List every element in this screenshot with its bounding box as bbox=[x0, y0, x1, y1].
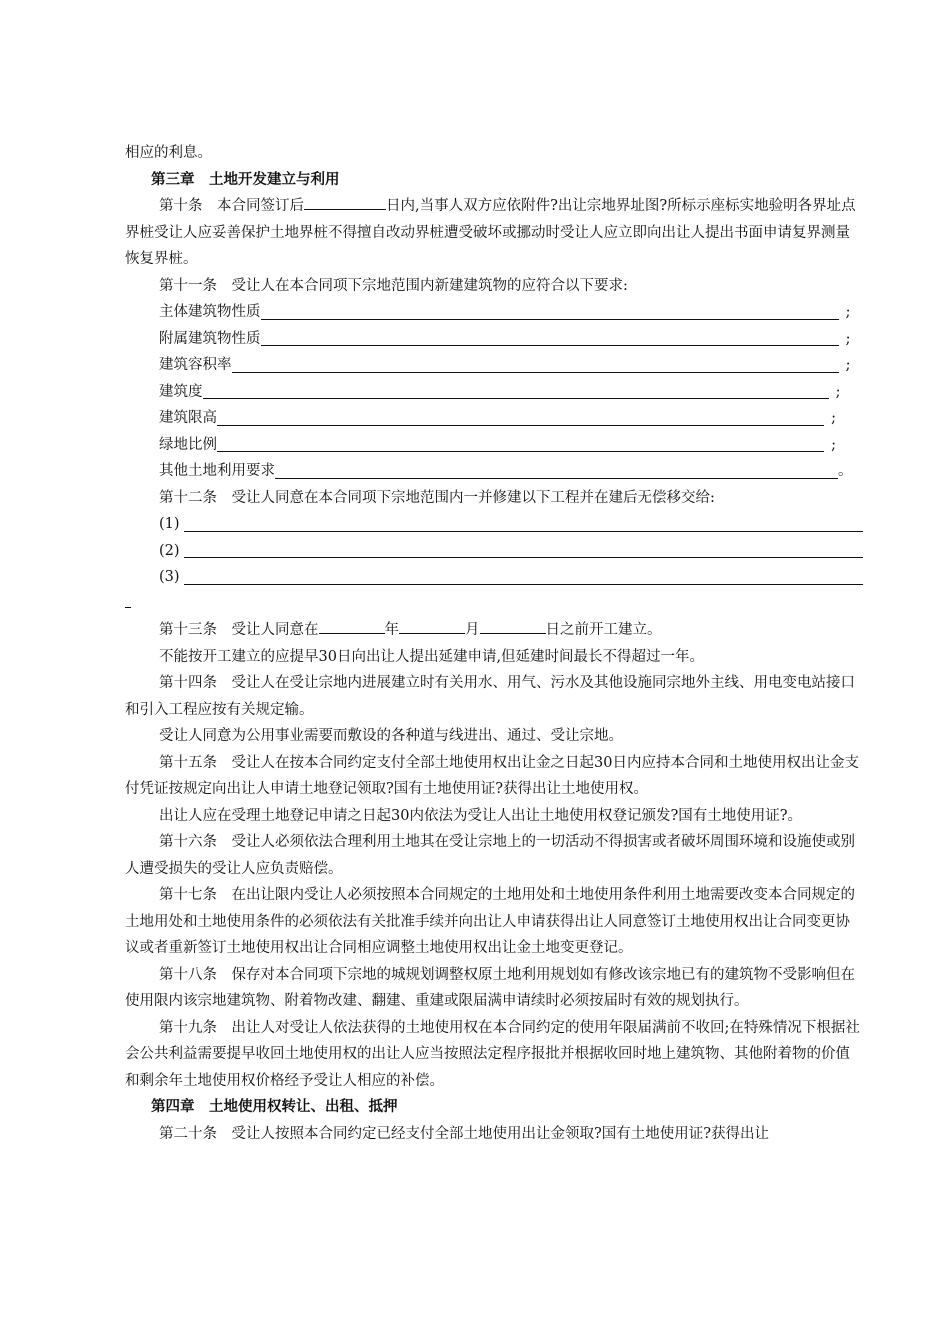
article-14-utilities: 受让人同意为公用事业需要而敷设的各种道与线进出、通过、受让宗地。 bbox=[159, 728, 623, 744]
document-page bbox=[125, 140, 863, 1147]
article-18: 第十八条 保存对本合同项下宗地的城规划调整权原土地利用规划如有修改该宗地已有的建筑物不受影响但在使用限内该宗地建筑物、附着物改建、翻建、重建或限届满申请续时必须按届时有效的规划执行。 bbox=[125, 966, 855, 1009]
article-20: 第二十条 受让人按照本合同约定已经支付全部土地使用出让金领取?国有土地使用证?获得出让 bbox=[159, 1125, 770, 1142]
project-item-2: (2) bbox=[125, 538, 863, 565]
article-16: 第十六条 受让人必须依法合理利用土地其在受让宗地上的一切活动不得损害或者破坏周围环境和设施使或别人遭受损失的受让人应负责赔偿。 bbox=[125, 834, 855, 877]
fill-line bbox=[184, 513, 863, 532]
trailing-dash bbox=[125, 591, 863, 618]
field-green-ratio: 绿地比例 ; bbox=[125, 432, 863, 459]
fill-line bbox=[184, 566, 863, 585]
year-blank bbox=[319, 617, 385, 634]
chapter-4-heading: 第四章 土地使用权转让、出租、抵押 bbox=[151, 1099, 398, 1115]
paragraph-interest: 相应的利息。 bbox=[125, 145, 212, 161]
article-10: 第十条 本合同签订后 日内,当事人双方应依附件?出让宗地界址图?所标示座标实地验明各界址点界桩受让人应妥善保护土地界桩不得擅自改动界桩遭受破坏或挪动时受让人应立即向出让人提出书面申请复界测量恢复界桩。 bbox=[125, 193, 863, 273]
month-blank bbox=[399, 617, 465, 634]
article-13: 第十三条 受让人同意在 年 月 日之前开工建立。 bbox=[125, 617, 863, 644]
article-17: 第十七条 在出让限内受让人必须按照本合同规定的土地用处和土地使用条件利用土地需要改变本合同规定的土地用处和土地使用条件的必须依法有关批准手续并向出让人申请获得出让人同意签订土地使用权出让合同变更协议或者重新签订土地使用权出让合同相应调整土地使用权出让金土地变更登记。 bbox=[125, 887, 855, 956]
fill-line bbox=[184, 539, 863, 558]
fill-line bbox=[232, 354, 839, 373]
project-item-1: (1) bbox=[125, 511, 863, 538]
field-building-density: 建筑度 ; bbox=[125, 379, 863, 406]
fill-line bbox=[261, 301, 839, 320]
days-blank bbox=[304, 193, 386, 210]
article-12: 第十二条 受让人同意在本合同项下宗地范围内一并修建以下工程并在建后无偿移交给: bbox=[159, 489, 715, 506]
fill-line bbox=[261, 327, 839, 346]
article-14: 第十四条 受让人在受让宗地内进展建立时有关用水、用气、污水及其他设施同宗地外主线、用电变电站接口和引入工程应按有关规定输。 bbox=[125, 675, 855, 718]
field-annex-building-nature: 附属建筑物性质 ; bbox=[125, 326, 863, 353]
article-11: 第十一条 受让人在本合同项下宗地范围内新建建筑物的应符合以下要求: bbox=[159, 277, 628, 294]
article-15-registration: 出让人应在受理土地登记申请之日起30内依法为受让人出让土地使用权登记颁发?国有土地使用证?。 bbox=[159, 807, 802, 824]
field-main-building-nature: 主体建筑物性质 ; bbox=[125, 299, 863, 326]
article-19: 第十九条 出让人对受让人依法获得的土地使用权在本合同约定的使用年限届满前不收回;在特殊情况下根据社会公共利益需要提早收回土地使用权的出让人应当按照法定程序报批并根据收回时地上建筑物、其他附着物的价值和剩余年土地使用权价格经予受让人相应的补偿。 bbox=[125, 1019, 860, 1089]
fill-line bbox=[217, 433, 824, 452]
fill-line bbox=[275, 460, 838, 479]
field-other-requirements: 其他土地利用要求 。 bbox=[125, 458, 863, 485]
article-13-extension: 不能按开工建立的应提早30日向出让人提出延建申请,但延建时间最长不得超过一年。 bbox=[159, 648, 705, 665]
article-15: 第十五条 受让人在按本合同约定支付全部土地使用权出让金之日起30日内应持本合同和土地使用权出让金支付凭证按规定向出让人申请土地登记领取?国有土地使用证?获得出让土地使用权。 bbox=[125, 754, 859, 797]
fill-line bbox=[203, 380, 829, 399]
project-item-3: (3) bbox=[125, 564, 863, 591]
field-height-limit: 建筑限高 ; bbox=[125, 405, 863, 432]
fill-line bbox=[217, 407, 824, 426]
chapter-3-heading: 第三章 土地开发建立与利用 bbox=[151, 171, 340, 188]
field-plot-ratio: 建筑容积率 ; bbox=[125, 352, 863, 379]
day-blank bbox=[480, 617, 546, 634]
